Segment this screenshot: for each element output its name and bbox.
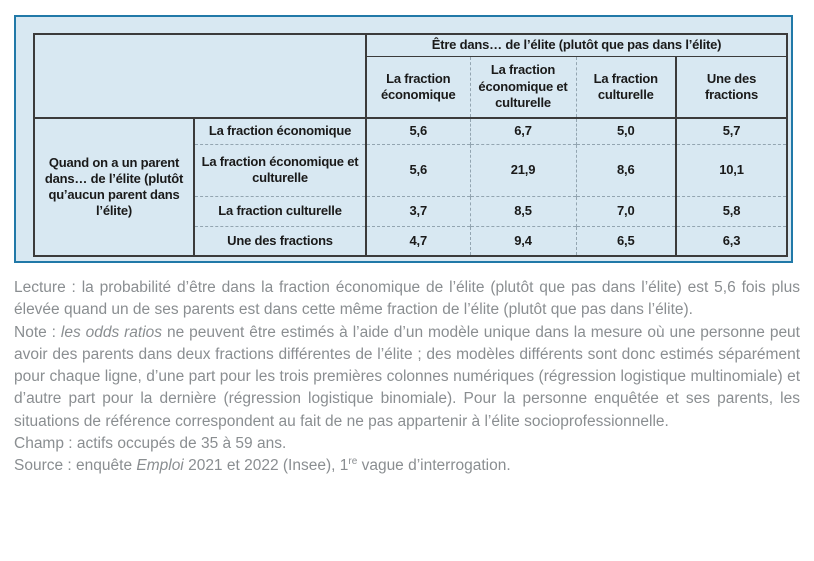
odds-cell: 8,5 xyxy=(470,196,576,226)
odds-cell: 5,8 xyxy=(676,196,787,226)
column-header-cultural: La fraction culturelle xyxy=(576,56,676,118)
odds-cell: 21,9 xyxy=(470,144,576,196)
odds-cell: 5,0 xyxy=(576,118,676,144)
notes-section xyxy=(14,277,800,478)
source-rest: vague d’interrogation. xyxy=(357,457,511,475)
span-header: Être dans… de l’élite (plutôt que pas dans l’élite) xyxy=(366,34,787,56)
methodology-note xyxy=(14,322,800,433)
source-note xyxy=(14,455,800,477)
note-rest: ne peuvent être estimés à l’aide d’un modèle unique dans la mesure où une personne peut avoir des parents dans deux fractions différentes de l’élite ; des modèles différents sont donc estimés séparément pour chaque ligne, d’une part pour les trois premières colonnes numériques (régression logistique multinomiale) et d’autre part pour la dernière (régression logistique binomiale). Pour la personne enquêtée et ses parents, les situations de référence correspondent au fait de ne pas appartenir à l’élite socioprofessionnelle. xyxy=(14,323,800,430)
odds-cell: 9,4 xyxy=(470,226,576,256)
row-label-economic-cultural: La fraction économique et culturelle xyxy=(194,144,366,196)
column-header-economic-cultural: La fraction économique et culturelle xyxy=(470,56,576,118)
lecture-note xyxy=(14,277,800,322)
odds-ratios-italic: les odds ratios xyxy=(60,323,163,341)
champ-note: Champ : actifs occupés de 35 à 59 ans. xyxy=(14,435,287,453)
odds-cell: 6,5 xyxy=(576,226,676,256)
lecture-text: Lecture : la probabilité d’être dans la fraction économique de l’élite (plutôt que pas dans l’élite) est 5,6 fois plus élevée quand un de ses parents est dans cette même fraction de l’élite (plutôt que pas dans l’élite). xyxy=(14,279,800,319)
row-label-economic: La fraction économique xyxy=(194,118,366,144)
note-prefix: Note : xyxy=(14,323,61,341)
odds-ratio-table xyxy=(33,33,788,257)
odds-cell: 8,6 xyxy=(576,144,676,196)
superscript-re: re xyxy=(348,456,358,468)
odds-cell: 5,6 xyxy=(409,123,427,139)
odds-cell: 10,1 xyxy=(676,144,787,196)
odds-cell: 7,0 xyxy=(576,196,676,226)
column-header-economic: La fraction économique xyxy=(366,56,470,118)
row-group-label: Quand on a un parent dans… de l’élite (plutôt qu’aucun parent dans l’élite) xyxy=(34,118,194,256)
row-label-one-fraction: Une des fractions xyxy=(194,226,366,256)
odds-cell: 5,7 xyxy=(676,118,787,144)
odds-cell: 4,7 xyxy=(366,226,470,256)
column-header-one-fraction: Une des fractions xyxy=(676,56,787,118)
odds-cell: 6,7 xyxy=(470,118,576,144)
row-label-cultural: La fraction culturelle xyxy=(194,196,366,226)
odds-cell: 6,3 xyxy=(676,226,787,256)
source-mid: 2021 et 2022 (Insee), 1 xyxy=(183,457,349,475)
source-prefix: Source : enquête xyxy=(14,457,137,475)
figure-box xyxy=(14,15,793,263)
odds-cell: 3,7 xyxy=(366,196,470,226)
emploi-italic: Emploi xyxy=(136,457,184,475)
odds-cell: 5,6 xyxy=(366,144,470,196)
corner-cell xyxy=(34,34,366,118)
